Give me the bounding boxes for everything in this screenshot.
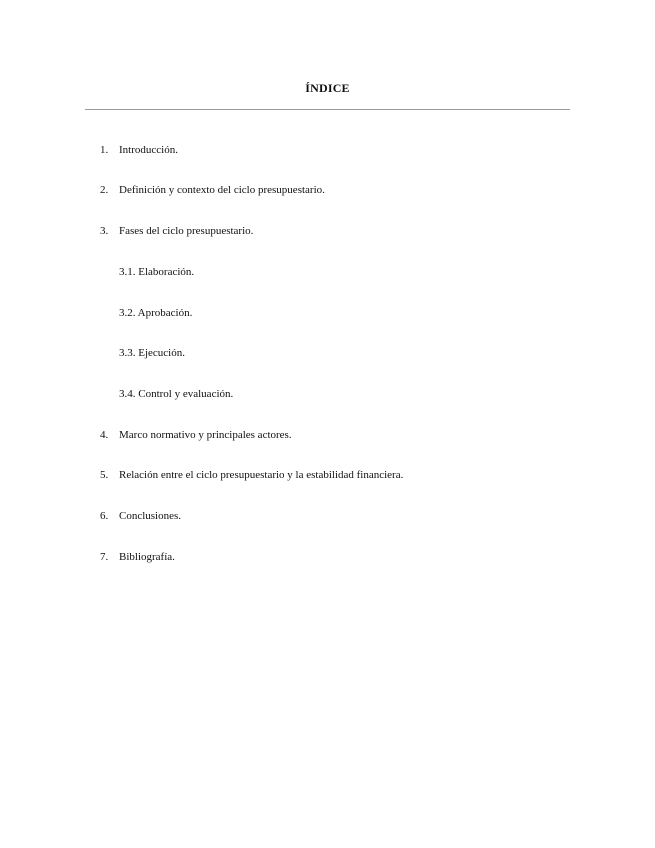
index-title: ÍNDICE: [305, 81, 350, 95]
toc-number: 2.: [100, 184, 109, 196]
toc-number: 5.: [100, 469, 109, 481]
toc-label: Bibliografía.: [119, 551, 175, 563]
toc-sub-label: 3.4. Control y evaluación.: [119, 388, 234, 400]
toc-number: 4.: [100, 429, 109, 441]
toc-label: Introducción.: [119, 144, 178, 156]
toc-number: 6.: [100, 510, 109, 522]
toc-label: Relación entre el ciclo presupuestario y la estabilidad financiera.: [119, 469, 404, 481]
toc-number: 3.: [100, 225, 109, 237]
toc-label: Conclusiones.: [119, 510, 182, 522]
toc-sub-label: 3.1. Elaboración.: [119, 266, 195, 278]
toc-sub-label: 3.3. Ejecución.: [119, 347, 185, 359]
toc-label: Fases del ciclo presupuestario.: [119, 225, 254, 237]
toc-sub-label: 3.2. Aprobación.: [119, 307, 193, 319]
toc-label: Definición y contexto del ciclo presupuestario.: [119, 184, 325, 196]
toc-number: 7.: [100, 551, 109, 563]
toc-label: Marco normativo y principales actores.: [119, 429, 292, 441]
toc-number: 1.: [100, 144, 109, 156]
